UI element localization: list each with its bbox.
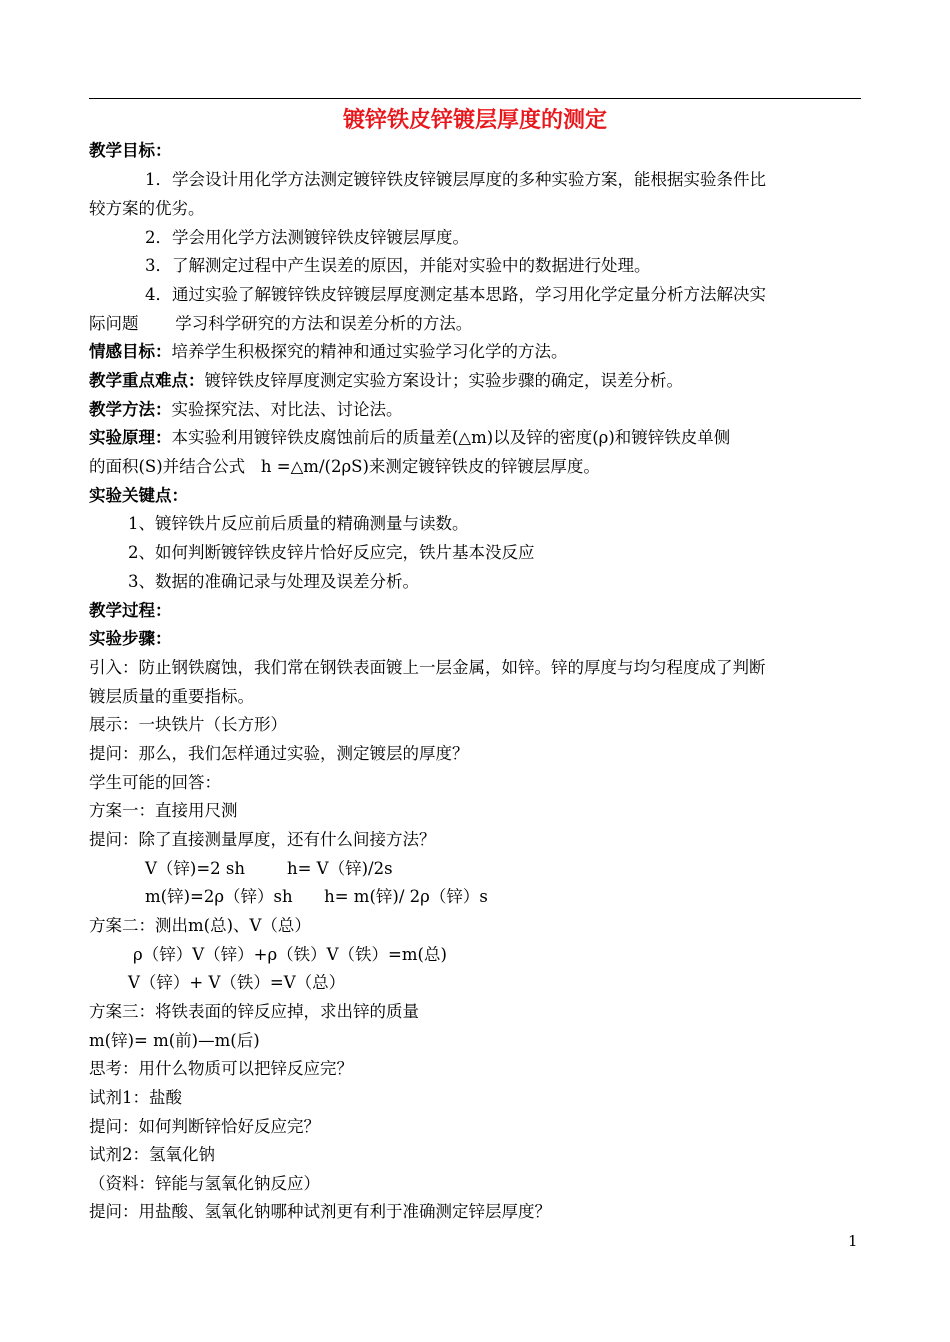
formula-5: m(锌)= m(前)—m(后) (89, 1031, 260, 1050)
formula-2: m(锌)=2ρ（锌）sh h= m(锌)/ 2ρ（锌）s (145, 887, 488, 906)
principle-cont: 的面积(S)并结合公式 h =△m/(2ρS)来测定镀锌铁皮的锌镀层厚度。 (89, 457, 600, 476)
goal-1: 1．学会设计用化学方法测定镀锌铁皮锌镀层厚度的多种实验方案，能根据实验条件比 (145, 170, 766, 189)
key-step-item: 2、如何判断镀锌铁皮锌片恰好反应完，铁片基本没反应 (128, 543, 535, 562)
goal-1-cont: 较方案的优劣。 (89, 199, 205, 218)
question-2: 提问：除了直接测量厚度，还有什么间接方法？ (89, 830, 436, 849)
teaching-methods (89, 399, 403, 421)
key-step-item: 1、镀锌铁片反应前后质量的精确测量与读数。 (128, 514, 469, 533)
goal-3: 3．了解测定过程中产生误差的原因，并能对实验中的数据进行处理。 (145, 256, 651, 275)
methods-text: 实验探究法、对比法、讨论法。 (171, 400, 403, 419)
plan-2: 方案二：测出m(总)、V（总） (89, 916, 311, 935)
info-note: （资料：锌能与氢氧化钠反应） (89, 1174, 320, 1193)
plan-1: 方案一：直接用尺测 (89, 801, 238, 820)
principle-label: 实验原理： (89, 428, 172, 447)
goal-4-cont: 际问题 学习科学研究的方法和误差分析的方法。 (89, 314, 473, 333)
principle (89, 427, 730, 449)
page-number: 1 (848, 1232, 858, 1250)
question-4: 提问：用盐酸、氢氧化钠哪种试剂更有利于准确测定锌层厚度？ (89, 1202, 551, 1221)
intro: 引入：防止钢铁腐蚀，我们常在钢铁表面镀上一层金属，如锌。锌的厚度与均匀程度成了判断 (89, 658, 766, 677)
show: 展示：一块铁片（长方形） (89, 715, 287, 734)
goal-2: 2．学会用化学方法测镀锌铁皮锌镀层厚度。 (145, 228, 469, 247)
question-3: 提问：如何判断锌恰好反应完？ (89, 1117, 320, 1136)
key-difficulties (89, 370, 683, 392)
reagent-1: 试剂1：盐酸 (89, 1088, 182, 1107)
header-rule (89, 98, 861, 99)
question-1: 提问：那么，我们怎样通过实验，测定镀层的厚度？ (89, 744, 469, 763)
formula-3: ρ（锌）V（锌）+ρ（铁）V（铁）=m(总) (133, 945, 447, 964)
emotion-label: 情感目标： (89, 342, 172, 361)
methods-label: 教学方法： (89, 400, 172, 419)
intro-cont: 镀层质量的重要指标。 (89, 687, 254, 706)
emotion-goals (89, 341, 568, 363)
process-heading: 教学过程： (89, 601, 172, 620)
document-title: 镀锌铁皮锌镀层厚度的测定 (342, 108, 607, 133)
key-step-item: 3、数据的准确记录与处理及误差分析。 (128, 572, 419, 591)
goals-heading: 教学目标： (89, 141, 172, 160)
possible-answers: 学生可能的回答： (89, 773, 221, 792)
reagent-2: 试剂2：氢氧化钠 (89, 1145, 215, 1164)
key-difficulties-text: 镀锌铁皮锌厚度测定实验方案设计；实验步骤的确定，误差分析。 (204, 371, 683, 390)
plan-3: 方案三：将铁表面的锌反应掉，求出锌的质量 (89, 1002, 419, 1021)
key-steps-heading: 实验关键点： (89, 486, 188, 505)
formula-1: V（锌)=2 sh h= V（锌)/2s (145, 859, 393, 878)
think: 思考：用什么物质可以把锌反应完？ (89, 1059, 353, 1078)
principle-text: 本实验利用镀锌铁皮腐蚀前后的质量差(△m)以及锌的密度(ρ)和镀锌铁皮单侧 (171, 428, 731, 447)
steps-heading: 实验步骤： (89, 629, 172, 648)
goal-4: 4．通过实验了解镀锌铁皮锌镀层厚度测定基本思路，学习用化学定量分析方法解决实 (145, 285, 766, 304)
emotion-text: 培养学生积极探究的精神和通过实验学习化学的方法。 (171, 342, 568, 361)
formula-4: V（锌）+ V（铁）=V（总） (128, 973, 346, 992)
key-difficulties-label: 教学重点难点： (89, 371, 205, 390)
